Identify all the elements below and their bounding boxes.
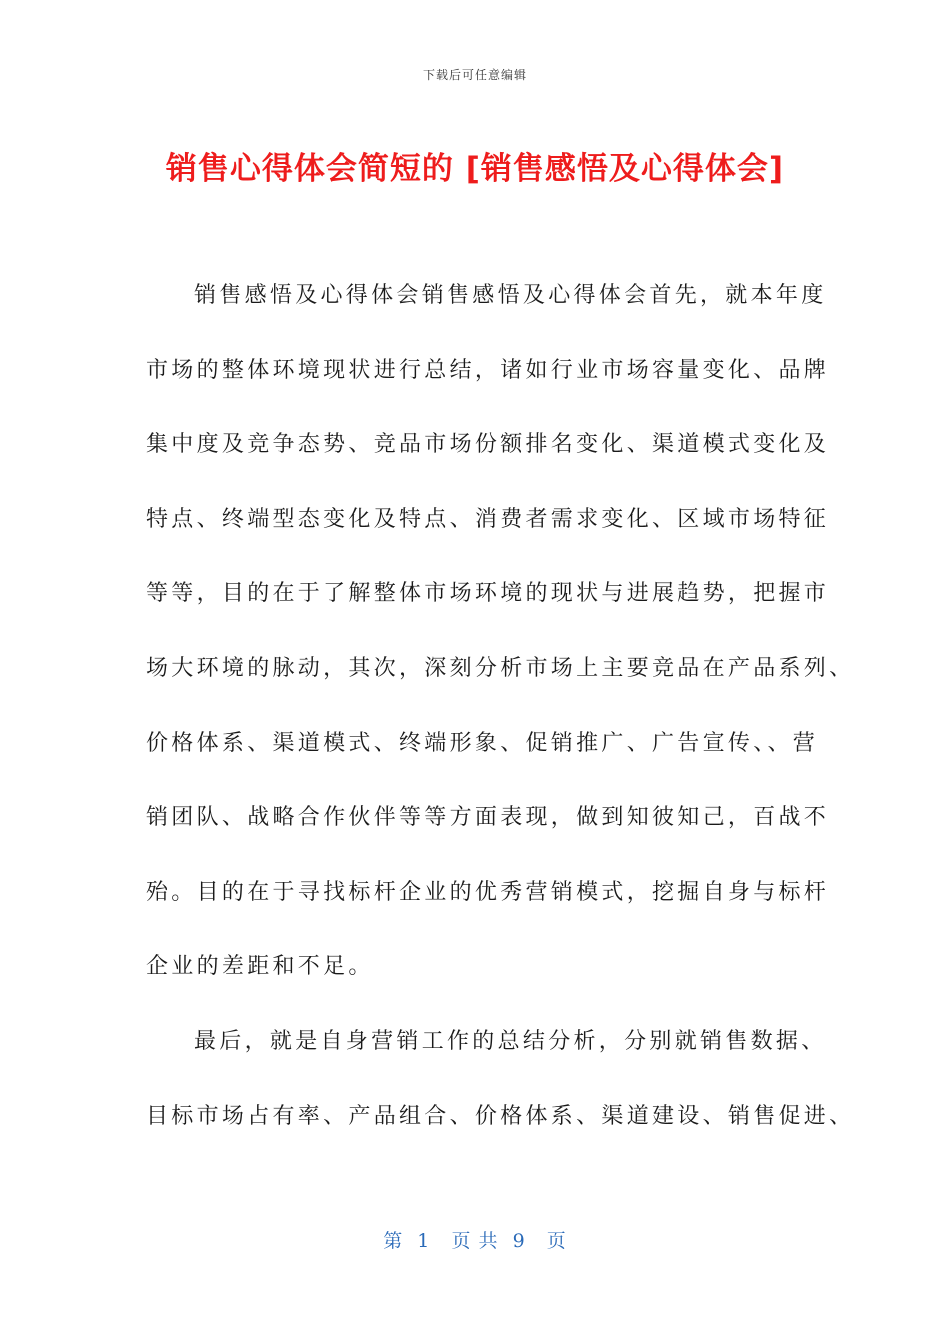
- body-line: 销团队、战略合作伙伴等等方面表现，做到知彼知己，百战不: [146, 805, 830, 831]
- body-line: 市场的整体环境现状进行总结，诸如行业市场容量变化、品牌: [146, 357, 830, 383]
- document-body: [146, 270, 855, 1165]
- body-line: 场大环境的脉动，其次，深刻分析市场上主要竞品在产品系列、: [146, 655, 855, 681]
- body-line: 殆。目的在于寻找标杆企业的优秀营销模式，挖掘自身与标杆: [146, 879, 830, 905]
- header-note: 下载后可任意编辑: [422, 68, 527, 82]
- body-line: 最后，就是自身营销工作的总结分析，分别就销售数据、: [194, 1028, 827, 1054]
- document-title: 销售心得体会简短的 [销售感悟及心得体会]: [165, 151, 785, 187]
- body-line: 价格体系、渠道模式、终端形象、促销推广、广告宣传、、营: [146, 730, 819, 756]
- page-number-footer: 第 1 页 共 9 页: [383, 1230, 567, 1252]
- body-line: 特点、终端型态变化及特点、消费者需求变化、区域市场特征: [146, 506, 830, 532]
- body-line: 销售感悟及心得体会销售感悟及心得体会首先，就本年度: [194, 283, 827, 308]
- body-line: 目标市场占有率、产品组合、价格体系、渠道建设、销售促进、: [146, 1103, 855, 1129]
- body-line: 集中度及竞争态势、竞品市场份额排名变化、渠道模式变化及: [146, 432, 830, 458]
- body-line: 企业的差距和不足。: [146, 954, 374, 980]
- body-line: 等等，目的在于了解整体市场环境的现状与进展趋势，把握市: [146, 581, 830, 607]
